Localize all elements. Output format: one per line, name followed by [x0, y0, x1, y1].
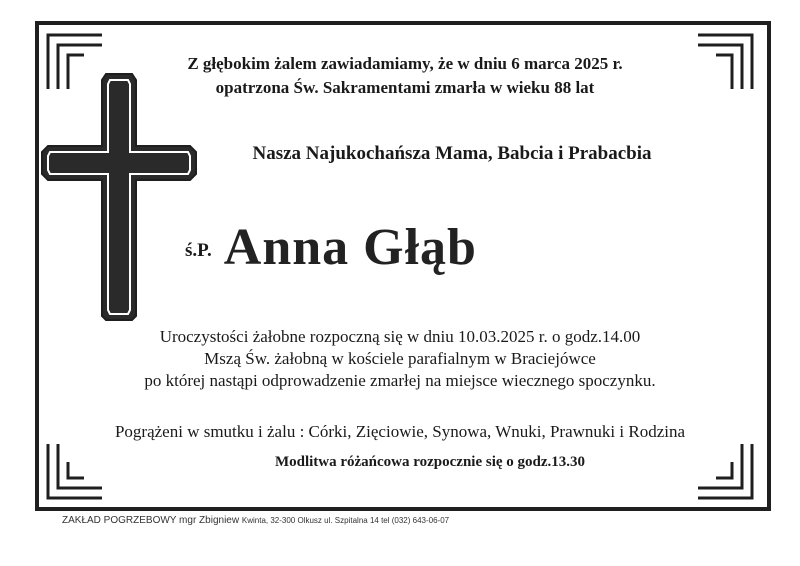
footer-address: Kwinta, 32-300 Olkusz ul. Szpitalna 14 tel (032) 643-06-07 — [241, 516, 450, 525]
corner-ornament-icon — [44, 442, 104, 502]
footer-company: ZAKŁAD POGRZEBOWY mgr Zbigniew — [62, 515, 240, 526]
corner-ornament-icon — [696, 442, 756, 502]
rosary-line: Modlitwa różańcowa rozpocznie się o godz.13.30 — [274, 454, 586, 470]
ceremony-line-2: Mszą Św. żałobną w kościele parafialnym w Braciejówce — [204, 349, 596, 368]
subtitle: Nasza Najukochańsza Mama, Babcia i Prabacbia — [252, 143, 652, 164]
mourners-line: Pogrążeni w smutku i żalu : Córki, Zięciowie, Synowa, Wnuki, Prawnuki i Rodzina — [114, 422, 686, 441]
intro-line-2: opatrzona Św. Sakramentami zmarła w wieku 88 lat — [215, 78, 595, 97]
ceremony-line-3: po której nastąpi odprowadzenie zmarłej na miejsce wiecznego spoczynku. — [144, 371, 656, 390]
name-prefix: ś.P. — [185, 240, 212, 261]
funeral-home-footer — [62, 515, 449, 526]
cross-icon — [40, 72, 198, 322]
ceremony-line-1: Uroczystości żałobne rozpoczną się w dniu 10.03.2025 r. o godz.14.00 — [159, 327, 641, 346]
deceased-name: Anna Głąb — [223, 219, 477, 276]
intro-line-1: Z głębokim żalem zawiadamiamy, że w dniu 6 marca 2025 r. — [187, 54, 623, 73]
deceased-name-row — [185, 218, 477, 277]
